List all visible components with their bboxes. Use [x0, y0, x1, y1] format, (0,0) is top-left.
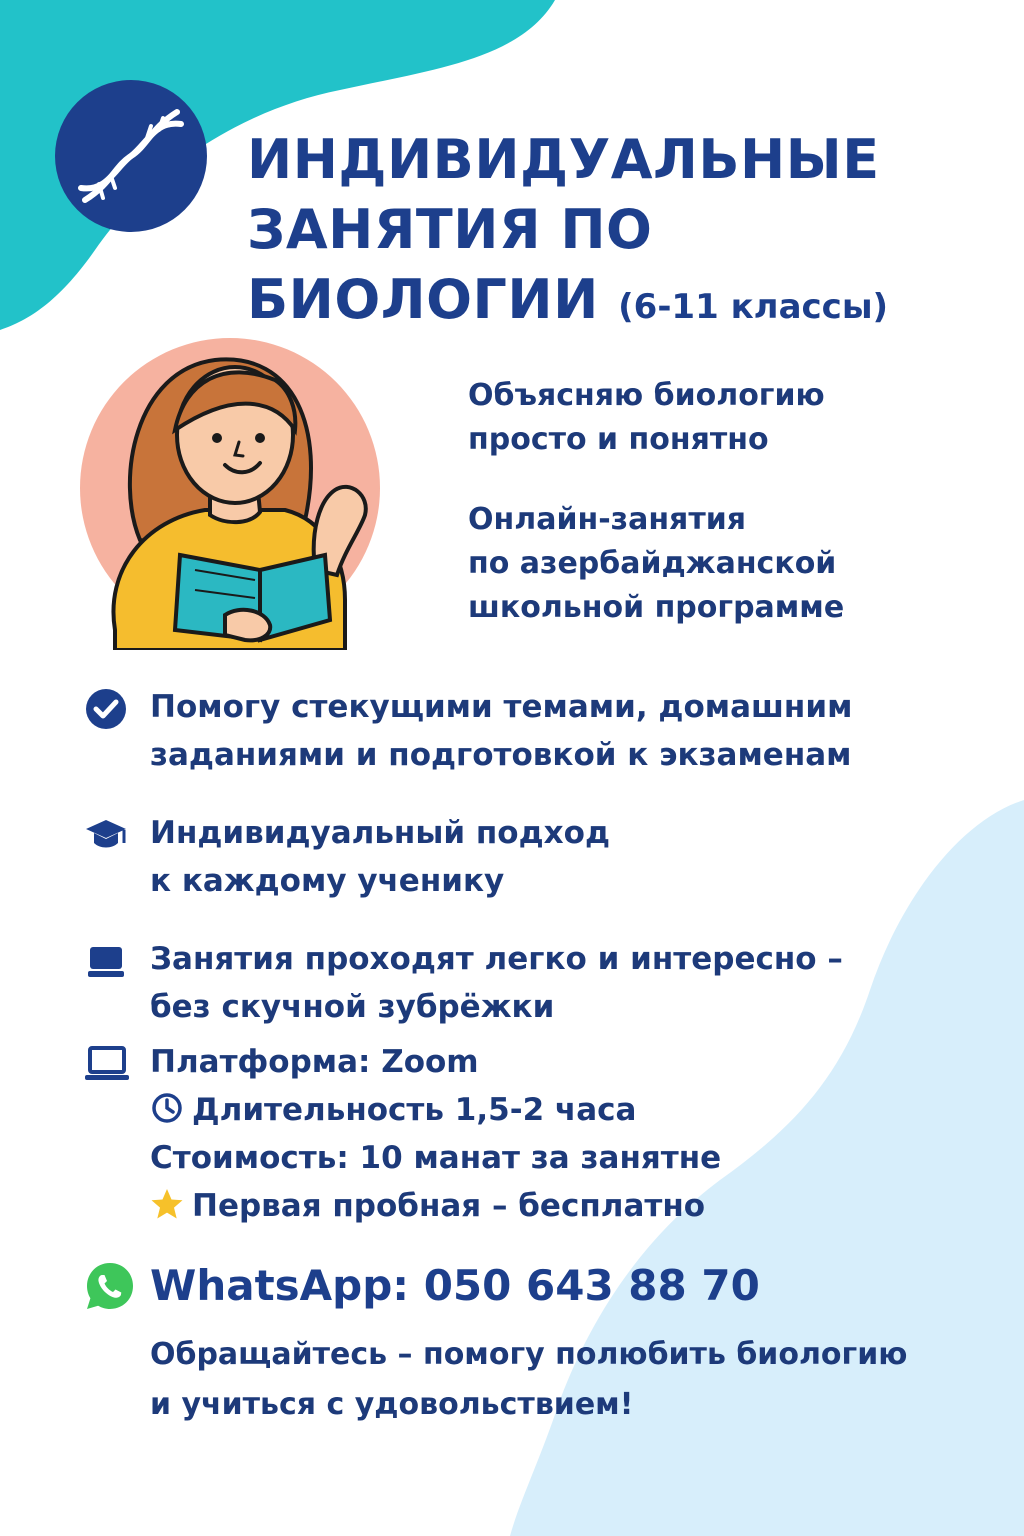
- feature-item: [84, 809, 1004, 905]
- closing-line: и учиться с удовольствием!: [150, 1387, 634, 1422]
- feature-text: [150, 935, 1004, 1031]
- intro-block: [468, 374, 988, 666]
- feature-line: заданиями и подготовкой к экзаменам: [150, 737, 852, 773]
- grades-subtitle: (6-11 классы): [618, 287, 889, 327]
- feature-line: Индивидуальный подход: [150, 815, 610, 851]
- intro-line: просто и понятно: [468, 422, 769, 457]
- whatsapp-number[interactable]: WhatsApp: 050 643 88 70: [150, 1261, 760, 1310]
- teacher-illustration: [75, 330, 395, 650]
- title-line: ИНДИВИДУАЛЬНЫЕ: [247, 128, 880, 191]
- feature-line: к каждому ученику: [150, 863, 505, 899]
- duration-row: [84, 1086, 1004, 1134]
- graduation-cap-icon: [84, 813, 128, 857]
- clock-icon: [150, 1091, 184, 1125]
- intro-line: школьной программе: [468, 590, 845, 625]
- dna-icon: [55, 80, 207, 232]
- whatsapp-icon: [84, 1260, 136, 1312]
- duration-text: Длительность 1,5-2 часа: [192, 1092, 637, 1128]
- feature-text: [150, 809, 1004, 905]
- features-list: [84, 683, 1004, 1061]
- page-title: [247, 125, 1007, 342]
- intro-paragraph-2: [468, 498, 988, 630]
- intro-line: Онлайн-занятия: [468, 502, 746, 537]
- intro-paragraph-1: [468, 374, 988, 462]
- trial-text: Первая пробная – бесплатно: [192, 1188, 706, 1224]
- details-block: [84, 1038, 1004, 1230]
- feature-line: Занятия проходят легко и интересно –: [150, 941, 843, 977]
- check-circle-icon: [84, 687, 128, 731]
- trial-row: [84, 1182, 1004, 1230]
- closing-message: [150, 1330, 1010, 1430]
- feature-text: [150, 683, 1004, 779]
- intro-line: Объясняю биологию: [468, 378, 825, 413]
- feature-item: [84, 935, 1004, 1031]
- star-icon: [150, 1187, 184, 1221]
- whatsapp-contact[interactable]: [84, 1258, 1004, 1314]
- platform-text: Платформа: Zoom: [150, 1044, 479, 1080]
- title-line-biology: БИОЛОГИИ: [247, 268, 599, 331]
- feature-item: [84, 683, 1004, 779]
- feature-line: без скучной зубрёжки: [150, 989, 555, 1025]
- feature-line: Помогу стекущими темами, домашним: [150, 689, 853, 725]
- price-text: Стоимость: 10 манат за занятне: [150, 1140, 722, 1176]
- intro-line: по азербайджанской: [468, 546, 837, 581]
- title-line: ЗАНЯТИЯ ПО: [247, 198, 653, 261]
- closing-line: Обращайтесь – помогу полюбить биологию: [150, 1337, 908, 1372]
- book-icon: [84, 939, 128, 983]
